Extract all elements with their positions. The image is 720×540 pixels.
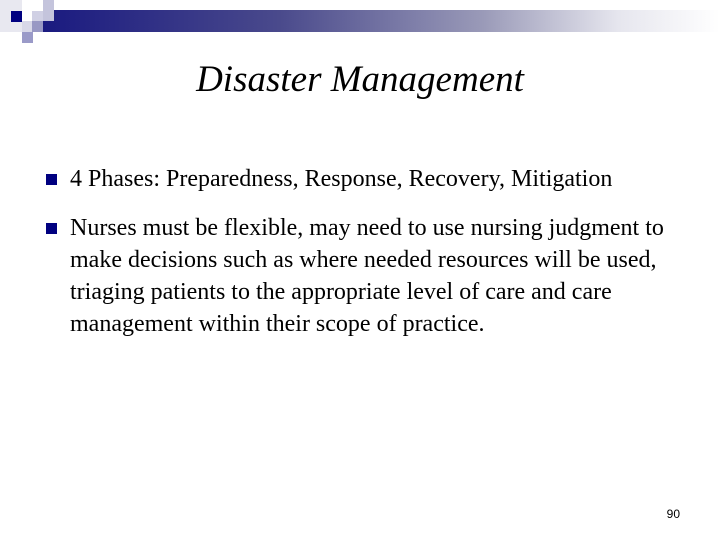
decor-square xyxy=(32,21,43,32)
page-number: 90 xyxy=(666,507,680,521)
bullet-item xyxy=(46,163,686,195)
decor-square xyxy=(11,11,22,22)
slide-title: Disaster Management xyxy=(196,59,524,100)
bullet-item xyxy=(46,212,686,340)
square-bullet-icon xyxy=(46,174,57,185)
bullet-text: 4 Phases: Preparedness, Response, Recovery, Mitigation xyxy=(70,166,613,192)
decor-square xyxy=(43,0,54,21)
bullet-text: Nurses must be flexible, may need to use nursing judgment to make decisions such as where needed resources will be used, triaging patients to the appropriate level of care and care management within their scope of practice. xyxy=(70,215,664,337)
header-gradient-bar xyxy=(43,10,720,32)
square-bullet-icon xyxy=(46,223,57,234)
bullet-list xyxy=(46,163,686,357)
decor-square xyxy=(22,32,33,43)
